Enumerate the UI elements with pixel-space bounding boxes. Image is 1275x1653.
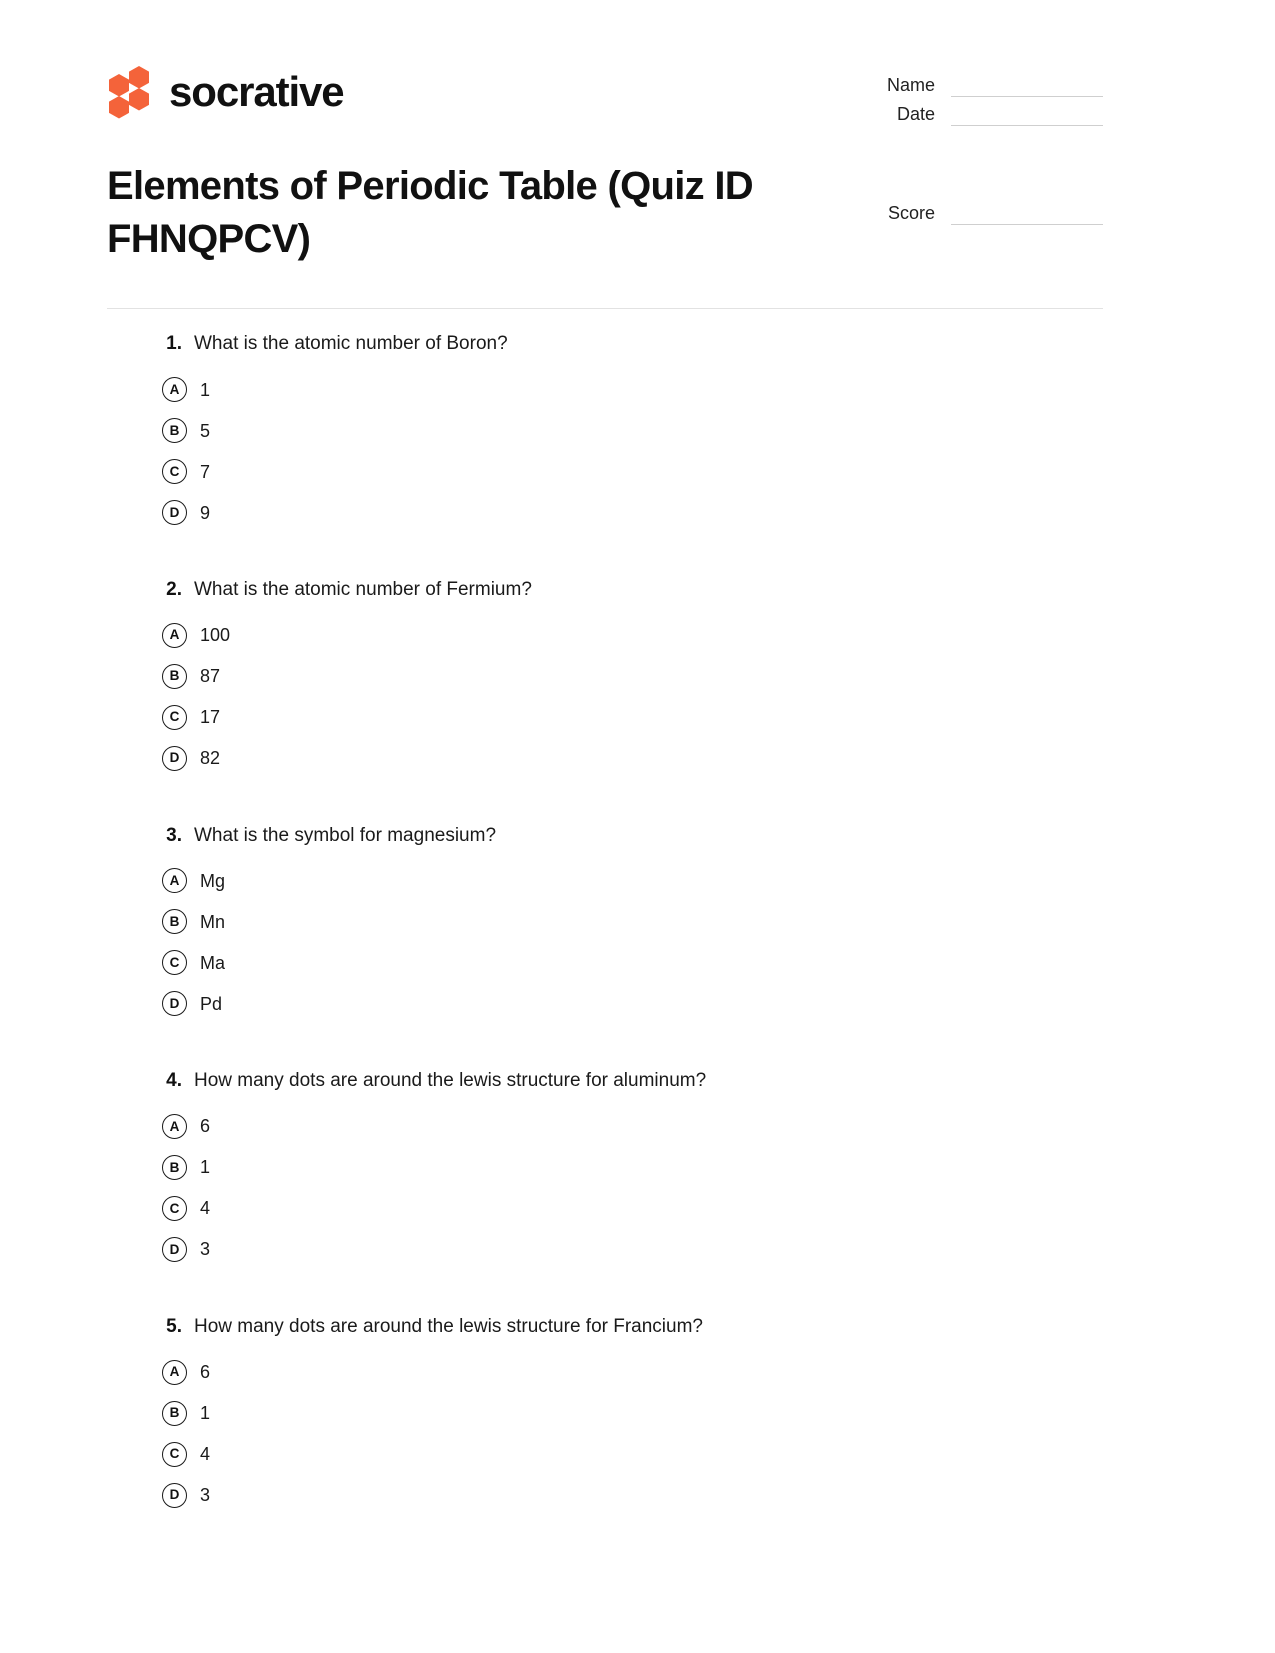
- question-item: [162, 823, 1103, 1025]
- hexagon-icon: [109, 96, 129, 119]
- score-field-label: Score: [887, 203, 935, 223]
- choice-label: 1: [200, 1403, 211, 1424]
- choice-label: 6: [200, 1362, 211, 1383]
- score-field-input[interactable]: [951, 206, 1103, 225]
- student-info-fields: [868, 62, 1103, 233]
- question-number: 5.: [166, 1315, 182, 1337]
- question-item: [162, 577, 1103, 779]
- choice-option[interactable]: [162, 1352, 1103, 1393]
- choice-bubble-b[interactable]: B: [162, 664, 187, 689]
- choice-option[interactable]: [162, 1475, 1103, 1516]
- question-heading: [162, 823, 1103, 849]
- question-text: What is the symbol for magnesium?: [194, 824, 497, 846]
- brand-logo: [107, 62, 807, 122]
- choice-bubble-d[interactable]: D: [162, 991, 187, 1016]
- choice-option[interactable]: [162, 369, 1103, 410]
- choice-option[interactable]: [162, 983, 1103, 1024]
- brand-and-title: [107, 62, 807, 266]
- choice-option[interactable]: [162, 738, 1103, 779]
- choice-label: 1: [200, 379, 211, 400]
- choice-option[interactable]: [162, 1393, 1103, 1434]
- choice-bubble-a[interactable]: A: [162, 623, 187, 648]
- choice-label: 17: [200, 707, 221, 728]
- choice-label: 3: [200, 1239, 211, 1260]
- choice-label: 100: [200, 625, 231, 646]
- choice-label: Mg: [200, 870, 226, 891]
- question-heading: [162, 577, 1103, 603]
- choice-label: 9: [200, 502, 211, 523]
- choice-option[interactable]: [162, 1434, 1103, 1475]
- choice-option[interactable]: [162, 860, 1103, 901]
- score-field-row: [868, 204, 1103, 225]
- choice-bubble-d[interactable]: D: [162, 746, 187, 771]
- choice-bubble-c[interactable]: C: [162, 459, 187, 484]
- choice-option[interactable]: [162, 656, 1103, 697]
- page-header: [107, 0, 1103, 266]
- choice-bubble-a[interactable]: A: [162, 1114, 187, 1139]
- name-field-row: [868, 76, 1103, 97]
- choice-bubble-b[interactable]: B: [162, 1155, 187, 1180]
- hexagon-icon: [129, 88, 149, 111]
- choice-label: 87: [200, 666, 221, 687]
- question-item: [162, 331, 1103, 533]
- choice-label: 82: [200, 748, 221, 769]
- question-heading: [162, 1314, 1103, 1340]
- hexagon-icon: [129, 66, 149, 89]
- name-field-label: Name: [886, 75, 935, 95]
- choice-list: [162, 1352, 1103, 1516]
- question-item: [162, 1068, 1103, 1270]
- question-text: How many dots are around the lewis structure for aluminum?: [194, 1070, 707, 1092]
- date-field-row: [868, 105, 1103, 126]
- choice-label: 6: [200, 1116, 211, 1137]
- choice-bubble-b[interactable]: B: [162, 1401, 187, 1426]
- choice-option[interactable]: [162, 451, 1103, 492]
- choice-option[interactable]: [162, 410, 1103, 451]
- question-list: [107, 331, 1103, 1515]
- choice-label: 7: [200, 461, 211, 482]
- choice-option[interactable]: [162, 942, 1103, 983]
- choice-label: 1: [200, 1157, 211, 1178]
- choice-bubble-c[interactable]: C: [162, 1442, 187, 1467]
- choice-list: [162, 860, 1103, 1024]
- date-field-input[interactable]: [951, 107, 1103, 126]
- choice-label: Ma: [200, 952, 226, 973]
- choice-bubble-d[interactable]: D: [162, 1237, 187, 1262]
- question-text: What is the atomic number of Fermium?: [194, 579, 532, 601]
- choice-option[interactable]: [162, 492, 1103, 533]
- question-heading: [162, 331, 1103, 357]
- question-item: [162, 1314, 1103, 1516]
- choice-bubble-d[interactable]: D: [162, 1483, 187, 1508]
- choice-list: [162, 615, 1103, 779]
- choice-option[interactable]: [162, 1147, 1103, 1188]
- choice-bubble-a[interactable]: A: [162, 868, 187, 893]
- choice-bubble-b[interactable]: B: [162, 909, 187, 934]
- choice-option[interactable]: [162, 901, 1103, 942]
- question-text: What is the atomic number of Boron?: [194, 333, 508, 355]
- choice-option[interactable]: [162, 1188, 1103, 1229]
- choice-bubble-c[interactable]: C: [162, 705, 187, 730]
- choice-label: 4: [200, 1444, 211, 1465]
- page-title: Elements of Periodic Table (Quiz ID FHNQPCV): [107, 164, 753, 262]
- choice-bubble-b[interactable]: B: [162, 418, 187, 443]
- choice-label: 5: [200, 420, 211, 441]
- hexagon-icon: [109, 74, 129, 97]
- socrative-hexagon-logo-icon: [107, 66, 157, 118]
- choice-list: [162, 1106, 1103, 1270]
- choice-bubble-c[interactable]: C: [162, 950, 187, 975]
- choice-label: Pd: [200, 993, 223, 1014]
- choice-list: [162, 369, 1103, 533]
- question-number: 1.: [166, 333, 182, 355]
- choice-bubble-c[interactable]: C: [162, 1196, 187, 1221]
- question-number: 3.: [166, 824, 182, 846]
- quiz-sheet: [107, 0, 1103, 1560]
- header-divider: [107, 308, 1103, 309]
- choice-bubble-a[interactable]: A: [162, 1360, 187, 1385]
- date-field-label: Date: [896, 104, 935, 124]
- choice-option[interactable]: [162, 615, 1103, 656]
- question-number: 2.: [166, 579, 182, 601]
- name-field-input[interactable]: [951, 78, 1103, 97]
- choice-bubble-d[interactable]: D: [162, 500, 187, 525]
- choice-option[interactable]: [162, 1106, 1103, 1147]
- choice-label: 3: [200, 1485, 211, 1506]
- question-text: How many dots are around the lewis structure for Francium?: [194, 1315, 703, 1337]
- choice-bubble-a[interactable]: A: [162, 377, 187, 402]
- choice-option[interactable]: [162, 1229, 1103, 1270]
- question-number: 4.: [166, 1070, 182, 1092]
- question-heading: [162, 1068, 1103, 1094]
- choice-label: Mn: [200, 911, 226, 932]
- choice-option[interactable]: [162, 697, 1103, 738]
- brand-name: socrative: [169, 68, 344, 115]
- choice-label: 4: [200, 1198, 211, 1219]
